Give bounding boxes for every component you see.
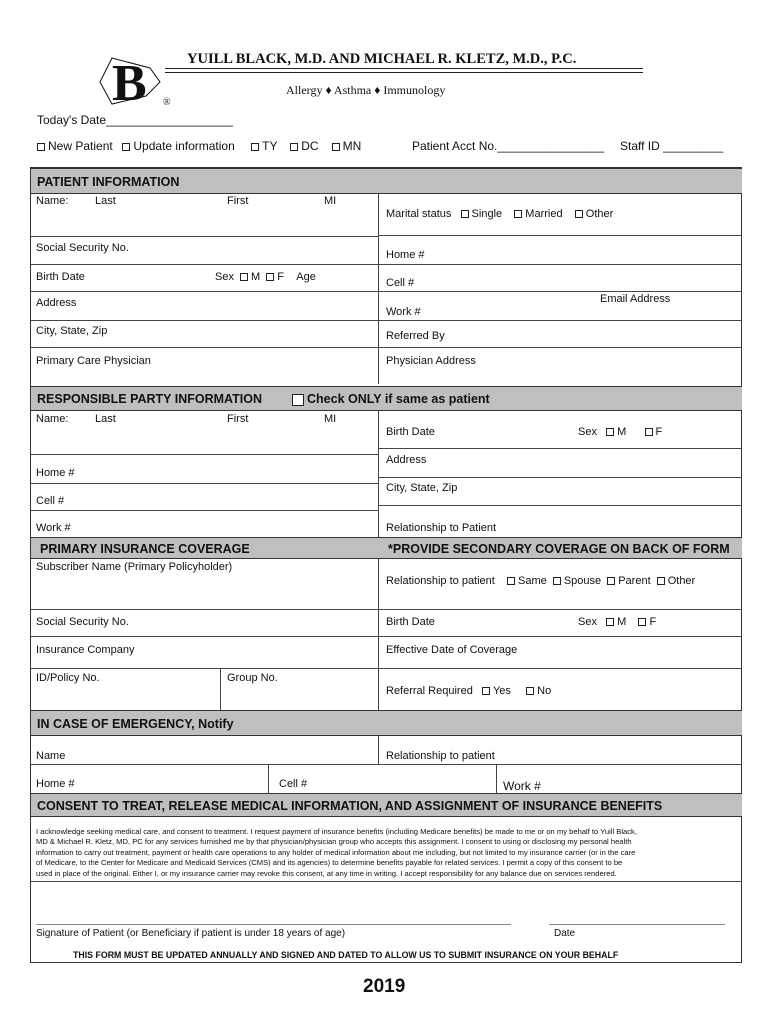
policy-id-label: ID/Policy No. — [36, 672, 100, 684]
patient-sex-row — [215, 271, 316, 283]
patient-name-label: Name: — [36, 195, 69, 207]
referral-yes-checkbox[interactable] — [482, 687, 490, 695]
responsible-sex-label: Sex — [578, 426, 597, 438]
other-marital-label: Other — [585, 208, 614, 220]
referred-by-label: Referred By — [386, 330, 445, 342]
form-year: 2019 — [363, 976, 406, 997]
physician-address-label: Physician Address — [386, 355, 476, 367]
new-patient-label: New Patient — [48, 139, 113, 153]
responsible-female-checkbox[interactable] — [645, 428, 653, 436]
insured-male-checkbox[interactable] — [606, 618, 614, 626]
subscriber-relationship-row — [386, 575, 695, 587]
patient-age-label: Age — [296, 271, 316, 283]
responsible-city-label: City, State, Zip — [386, 482, 458, 494]
insured-sex-label: Sex — [578, 616, 597, 628]
primary-insurance-title: PRIMARY INSURANCE COVERAGE — [40, 542, 250, 556]
same-as-patient-checkbox[interactable] — [292, 394, 304, 406]
patient-cell-label: Cell # — [386, 277, 415, 289]
spouse-checkbox[interactable] — [553, 577, 561, 585]
referral-no-checkbox[interactable] — [526, 687, 534, 695]
patient-work-label: Work # — [386, 306, 421, 318]
emergency-home-label: Home # — [36, 778, 75, 790]
responsible-name-label: Name: — [36, 413, 69, 425]
date-label: Date — [554, 928, 576, 939]
responsible-party-title: RESPONSIBLE PARTY INFORMATION — [37, 392, 263, 406]
single-label: Single — [471, 208, 503, 220]
patient-first-label: First — [227, 195, 249, 207]
subscriber-name-label: Subscriber Name (Primary Policyholder) — [36, 561, 233, 573]
practice-subtitle: Allergy ♦ Asthma ♦ Immunology — [286, 83, 446, 97]
patient-last-label: Last — [95, 195, 116, 207]
primary-insurance-header — [31, 537, 742, 559]
consent-line: used in place of the original. Either I, or my insurance carrier may revoke this consent, at any time in writing. I accept responsibility for any balance due on services rendered. — [36, 868, 617, 878]
emergency-relationship-label: Relationship to patient — [386, 750, 495, 762]
referral-required-label: Referral Required — [386, 685, 473, 697]
insured-female-checkbox[interactable] — [638, 618, 646, 626]
patient-female-label: F — [277, 271, 284, 283]
effective-date-label: Effective Date of Coverage — [386, 644, 518, 656]
patient-address-label: Address — [36, 297, 77, 309]
marital-status-row — [386, 208, 613, 220]
responsible-mi-label: MI — [324, 413, 337, 425]
responsible-cell-label: Cell # — [36, 495, 65, 507]
pcp-label: Primary Care Physician — [36, 355, 151, 367]
patient-male-label: M — [251, 271, 261, 283]
subscriber-relationship-label: Relationship to patient — [386, 575, 495, 587]
patient-mi-label: MI — [324, 195, 337, 207]
consent-text — [36, 827, 738, 879]
patient-type-row — [34, 139, 361, 153]
responsible-birth-label: Birth Date — [386, 426, 435, 438]
patient-sex-label: Sex — [215, 271, 234, 283]
spouse-label: Spouse — [563, 575, 602, 587]
insured-male-label: M — [617, 616, 627, 628]
dc-checkbox[interactable] — [290, 143, 298, 151]
married-label: Married — [525, 208, 563, 220]
responsible-sex-row — [578, 426, 662, 438]
referral-no-label: No — [537, 685, 552, 697]
referral-required-row — [386, 685, 551, 697]
group-no-label: Group No. — [227, 672, 278, 684]
insurance-company-label: Insurance Company — [36, 644, 135, 656]
other-relationship-label: Other — [667, 575, 696, 587]
consent-line: of Medicare, to the Center for Medicare and Medicaid Services (CMS) and its agencies) to determine benefits payable for related services. I permit a copy of this consent to be — [36, 858, 623, 868]
responsible-work-label: Work # — [36, 522, 71, 534]
insured-birth-label: Birth Date — [386, 616, 435, 628]
registered-mark: ® — [163, 97, 171, 108]
insured-ssn-label: Social Security No. — [36, 616, 129, 628]
ty-label: TY — [262, 139, 278, 153]
patient-city-label: City, State, Zip — [36, 325, 108, 337]
same-as-patient-label: Check ONLY if same as patient — [307, 392, 490, 406]
same-label: Same — [518, 575, 547, 587]
married-checkbox[interactable] — [514, 210, 522, 218]
emergency-name-label: Name — [36, 750, 66, 762]
patient-home-label: Home # — [386, 249, 425, 261]
patient-acct-field[interactable]: Patient Acct No.________________ — [412, 139, 605, 153]
parent-checkbox[interactable] — [607, 577, 615, 585]
patient-male-checkbox[interactable] — [240, 273, 248, 281]
responsible-male-label: M — [617, 426, 627, 438]
responsible-home-label: Home # — [36, 467, 75, 479]
same-checkbox[interactable] — [507, 577, 515, 585]
consent-line: information to carry out treatment, payment or health care operations to any holder of medical information about me including, but not limited to my insurance carrier (or in the care — [36, 847, 636, 857]
insured-female-label: F — [649, 616, 657, 628]
referral-yes-label: Yes — [492, 685, 511, 697]
new-patient-checkbox[interactable] — [37, 143, 45, 151]
dc-label: DC — [301, 139, 319, 153]
secondary-coverage-note: *PROVIDE SECONDARY COVERAGE ON BACK OF FORM — [388, 542, 730, 556]
svg-text:B: B — [112, 55, 147, 110]
single-checkbox[interactable] — [461, 210, 469, 218]
responsible-relationship-label: Relationship to Patient — [386, 522, 497, 534]
practice-title: YUILL BLACK, M.D. AND MICHAEL R. KLETZ, M.D., P.C. — [187, 51, 577, 67]
responsible-address-label: Address — [386, 454, 427, 466]
todays-date-field[interactable]: Today's Date___________________ — [37, 113, 233, 127]
consent-line: I acknowledge seeking medical care, and consent to treatment. I request payment of insurance benefits (including Medicare benefits) be made to me or on my behalf to Yuill Black, — [36, 827, 637, 836]
emergency-cell-label: Cell # — [279, 778, 308, 790]
responsible-first-label: First — [227, 413, 249, 425]
update-info-checkbox[interactable] — [122, 143, 130, 151]
practice-logo — [98, 52, 164, 110]
patient-ssn-label: Social Security No. — [36, 242, 129, 254]
patient-info-header: PATIENT INFORMATION — [31, 168, 742, 194]
mn-label: MN — [342, 139, 362, 153]
signature-label: Signature of Patient (or Beneficiary if patient is under 18 years of age) — [36, 928, 346, 939]
responsible-female-label: F — [655, 426, 663, 438]
mn-checkbox[interactable] — [332, 143, 340, 151]
consent-line: MD & Michael R. Kletz, MD, PC for any services furnished me by that physician/physician group who accepts this assignment. I consent to using or disclosing my personal health — [36, 837, 632, 847]
date-line[interactable] — [549, 924, 725, 925]
signature-line[interactable] — [36, 924, 511, 925]
responsible-party-header — [31, 386, 742, 411]
consent-header: CONSENT TO TREAT, RELEASE MEDICAL INFORMATION, AND ASSIGNMENT OF INSURANCE BENEFITS — [31, 793, 742, 817]
ty-checkbox[interactable] — [251, 143, 259, 151]
emergency-work-label: Work # — [503, 779, 541, 793]
parent-label: Parent — [618, 575, 651, 587]
other-marital-checkbox[interactable] — [575, 210, 583, 218]
responsible-last-label: Last — [95, 413, 116, 425]
patient-female-checkbox[interactable] — [266, 273, 274, 281]
insured-sex-row — [578, 616, 656, 628]
update-info-label: Update information — [133, 139, 235, 153]
other-relationship-checkbox[interactable] — [657, 577, 665, 585]
marital-status-label: Marital status — [386, 208, 452, 220]
emergency-header: IN CASE OF EMERGENCY, Notify — [31, 710, 742, 736]
responsible-male-checkbox[interactable] — [606, 428, 614, 436]
patient-email-label: Email Address — [600, 293, 671, 305]
staff-id-field[interactable]: Staff ID _________ — [620, 139, 724, 153]
footer-notice: THIS FORM MUST BE UPDATED ANNUALLY AND SIGNED AND DATED TO ALLOW US TO SUBMIT INSURANCE ON YOUR BEHALF — [73, 950, 619, 960]
patient-birth-label: Birth Date — [36, 271, 85, 283]
